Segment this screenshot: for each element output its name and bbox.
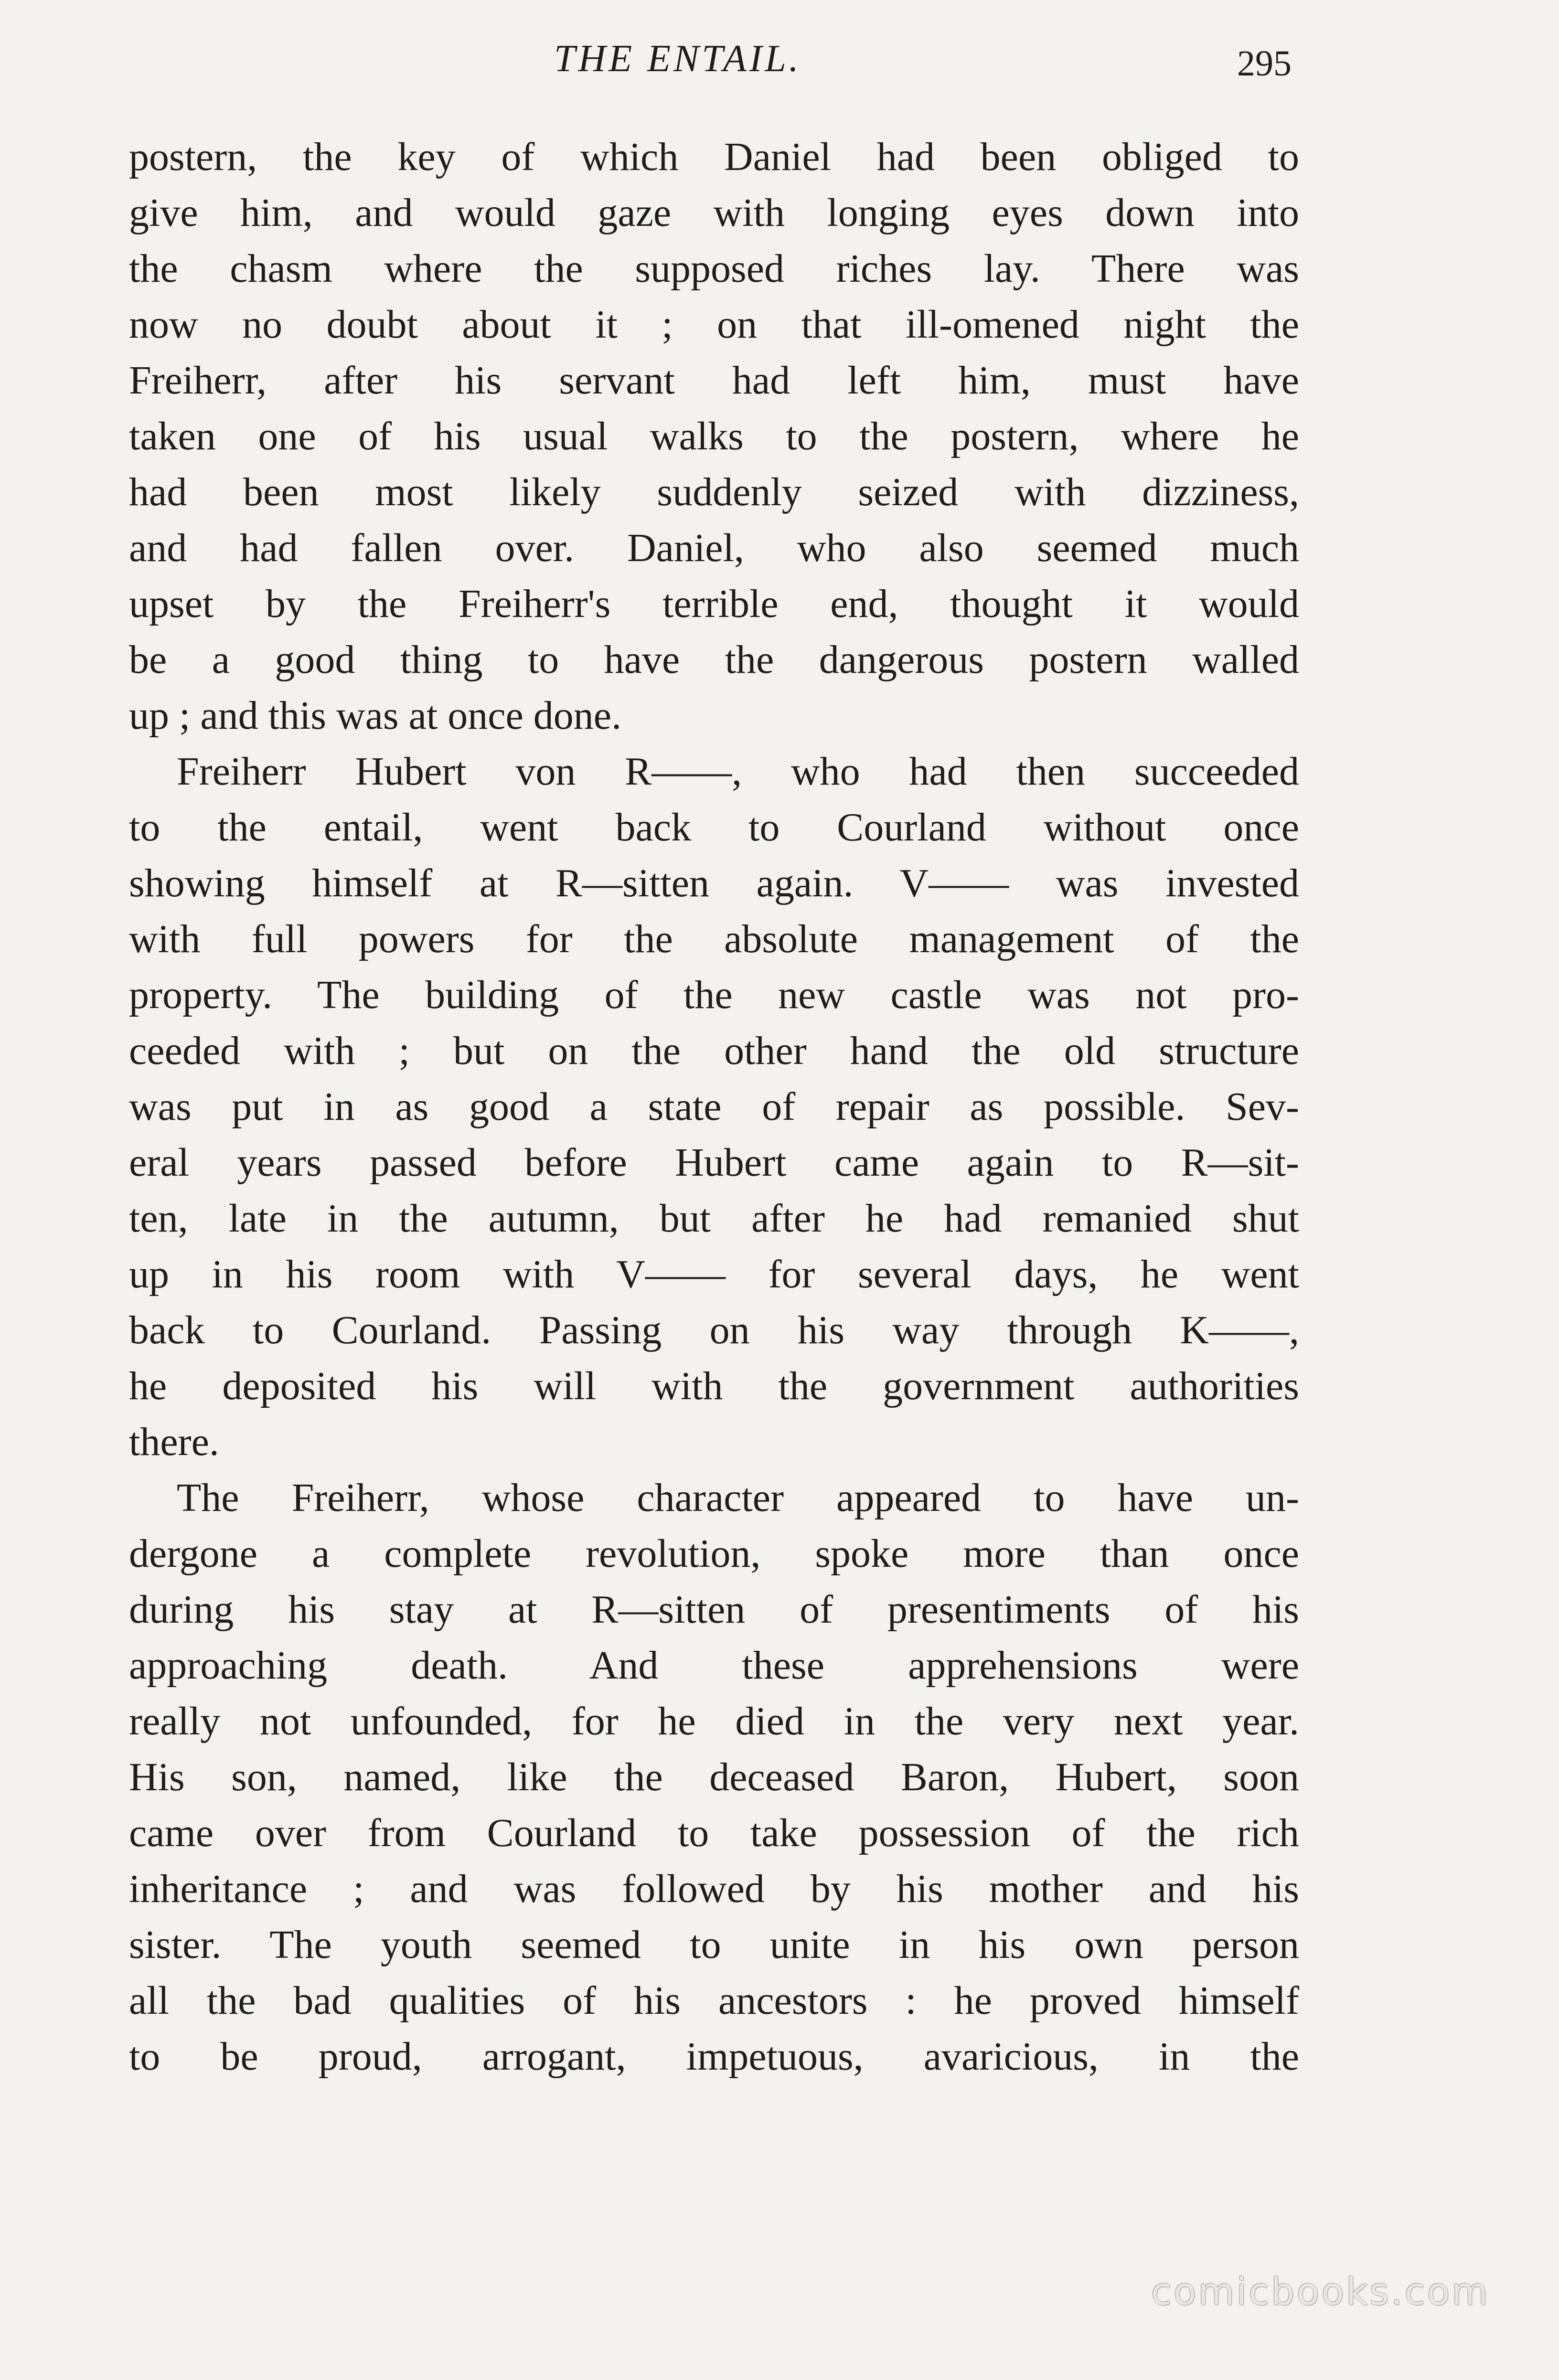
text-line: sister. The youth seemed to unite in his own person [129,1923,1299,1967]
text-line: he deposited his will with the government authorities [129,1364,1299,1408]
text-line: give him, and would gaze with longing eyes down into [129,191,1299,235]
text-line: during his stay at R—sitten of presentiments of his [129,1587,1299,1632]
text-line: be a good thing to have the dangerous postern walled [129,638,1299,682]
text-line: Freiherr, after his servant had left him, must have [129,358,1299,403]
text-line: eral years passed before Hubert came again to R—sit- [129,1140,1299,1185]
text-line: was put in as good a state of repair as possible. Sev- [129,1084,1299,1129]
text-line: to the entail, went back to Courland without once [129,805,1299,850]
text-line: His son, named, like the deceased Baron, Hubert, soon [129,1755,1299,1799]
text-line: now no doubt about it ; on that ill-omened night the [129,302,1299,347]
body-text [129,129,1299,2084]
running-title: THE ENTAIL. [554,38,801,80]
text-line: postern, the key of which Daniel had been obliged to [129,135,1299,179]
text-line: upset by the Freiherr's terrible end, thought it would [129,582,1299,626]
text-line: to be proud, arrogant, impetuous, avaricious, in the [129,2034,1299,2079]
text-line: ceeded with ; but on the other hand the old structure [129,1029,1299,1073]
text-line: ten, late in the autumn, but after he had remanied shut [129,1196,1299,1241]
text-line: with full powers for the absolute management of the [129,917,1299,961]
text-line: back to Courland. Passing on his way through K——, [129,1308,1299,1352]
text-line: Freiherr Hubert von R——, who had then succeeded [177,749,1299,794]
text-line: there. [129,1420,219,1464]
text-line: had been most likely suddenly seized with dizziness, [129,470,1299,514]
text-line: really not unfounded, for he died in the very next year. [129,1699,1299,1743]
text-line: property. The building of the new castle was not pro- [129,973,1299,1017]
text-line: inheritance ; and was followed by his mother and his [129,1867,1299,1911]
text-line: approaching death. And these apprehensions were [129,1643,1299,1688]
text-line: showing himself at R—sitten again. V—— was invested [129,861,1299,905]
text-line: and had fallen over. Daniel, who also seemed much [129,526,1299,570]
page-number: 295 [1237,43,1292,84]
text-line: came over from Courland to take possession of the rich [129,1811,1299,1855]
text-line: up ; and this was at once done. [129,693,622,738]
text-line: all the bad qualities of his ancestors : he proved himself [129,1978,1299,2023]
text-line: the chasm where the supposed riches lay. There was [129,246,1299,291]
text-line: The Freiherr, whose character appeared to have un- [177,1476,1299,1520]
text-line: taken one of his usual walks to the postern, where he [129,414,1299,458]
watermark: comicbooks.com [1151,2271,1490,2314]
text-line: up in his room with V—— for several days, he went [129,1252,1299,1296]
running-head [0,37,1559,90]
text-line: dergone a complete revolution, spoke more than once [129,1531,1299,1576]
